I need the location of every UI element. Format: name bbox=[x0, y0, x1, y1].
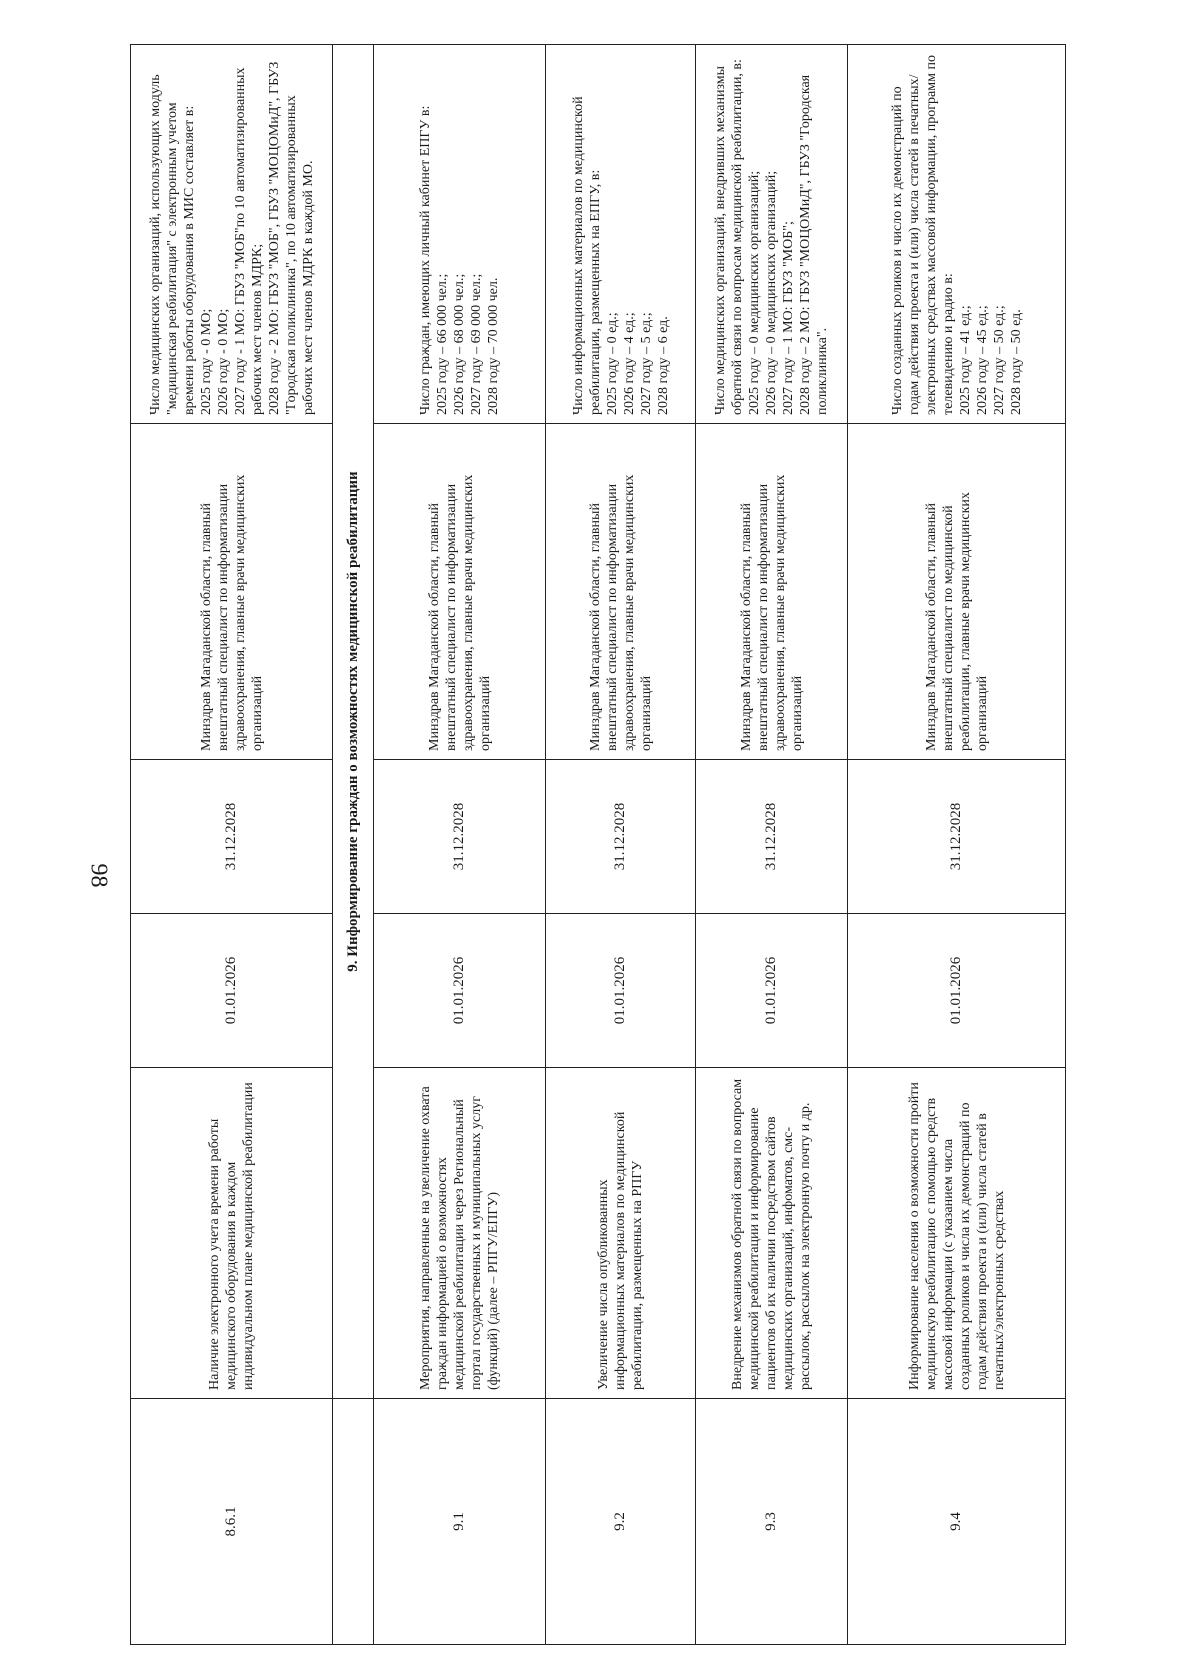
activity-name: Наличие электронного учета времени работы медицинского оборудования в каждом индивидуальном плане медицинской реабилитации bbox=[131, 1068, 333, 1399]
section-title: 9. Информирование граждан о возможностях медицинской реабилитации bbox=[333, 45, 374, 1399]
activity-name: Внедрение механизмов обратной связи по вопросам медицинской реабилитации и информирование пациентов об их наличии посредством сайтов медицинских организаций, инфоматов, смс-рассылок, рассылок на электронную почту и др. bbox=[696, 1068, 848, 1399]
responsible: Минздрав Магаданской области, главный внештатный специалист по информатизации здравоохранения, главные врачи медицинских организаций bbox=[546, 424, 696, 760]
result: Число медицинских организаций, использующих модуль "медицинская реабилитация" с электронным учетом времени работы оборудования в МИС составляет в: 2025 году - 0 МО; 2026 году - 0 МО; 2027 году - 1 МО: ГБУЗ "МОБ"по 10 автоматизированных рабочих мест членов МДРК; 2028 году - 2 МО: ГБУЗ "МОБ", ГБУЗ "МОЦОМиД", ГБУЗ "Городская поликлиника", по 10 автоматизированных рабочих мест членов МДРК в каждой МО. bbox=[131, 45, 333, 424]
page-number: 98 bbox=[85, 863, 112, 888]
activity-name: Мероприятия, направленные на увеличение охвата граждан информацией о возможностях медицинской реабилитации через Региональный портал государственных и муниципальных услуг (функций) (далее – РПГУ/ЕПГУ) bbox=[374, 1068, 546, 1399]
row-number: 9.4 bbox=[848, 1399, 1066, 1645]
start-date: 01.01.2026 bbox=[848, 914, 1066, 1068]
activity-name: Информирование населения о возможности пройти медицинскую реабилитацию с помощью средств массовой информации (с указанием числа созданных роликов и числа их демонстраций по годам действия проекта и (или) числа статей в печатных/электронных средствах bbox=[848, 1068, 1066, 1399]
section-blank-cell bbox=[333, 1399, 374, 1645]
responsible: Минздрав Магаданской области, главный внештатный специалист по медицинской реабилитации, главные врачи медицинских организаций bbox=[848, 424, 1066, 760]
end-date: 31.12.2028 bbox=[131, 760, 333, 914]
row-number: 9.2 bbox=[546, 1399, 696, 1645]
plan-table bbox=[130, 44, 1066, 1645]
row-number: 9.3 bbox=[696, 1399, 848, 1645]
row-number: 8.6.1 bbox=[131, 1399, 333, 1645]
table-row bbox=[131, 45, 333, 1645]
result: Число информационных материалов по медицинской реабилитации, размещенных на ЕПГУ, в: 2025 году – 0 ед.; 2026 году – 4 ед.; 2027 году – 5 ед.; 2028 году – 6 ед. bbox=[546, 45, 696, 424]
activity-name: Увеличение числа опубликованных информационных материалов по медицинской реабилитации, размещенных на РПГУ bbox=[546, 1068, 696, 1399]
start-date: 01.01.2026 bbox=[696, 914, 848, 1068]
table-row bbox=[546, 45, 696, 1645]
section-row bbox=[333, 45, 374, 1645]
table-row bbox=[696, 45, 848, 1645]
result: Число созданных роликов и число их демонстраций по годам действия проекта и (или) числа статей в печатных/электронных средствах массовой информации, программ по телевидению и радио в: 2025 году – 41 ед.; 2026 году – 45 ед.; 2027 году – 50 ед.; 2028 году – 50 ед. bbox=[848, 45, 1066, 424]
responsible: Минздрав Магаданской области, главный внештатный специалист по информатизации здравоохранения, главные врачи медицинских организаций bbox=[374, 424, 546, 760]
responsible: Минздрав Магаданской области, главный внештатный специалист по информатизации здравоохранения, главные врачи медицинских организаций bbox=[696, 424, 848, 760]
start-date: 01.01.2026 bbox=[374, 914, 546, 1068]
table-row bbox=[848, 45, 1066, 1645]
responsible: Минздрав Магаданской области, главный внештатный специалист по информатизации здравоохранения, главные врачи медицинских организаций bbox=[131, 424, 333, 760]
result: Число граждан, имеющих личный кабинет ЕПГУ в: 2025 году – 66 000 чел.; 2026 году – 68 000 чел.; 2027 году – 69 000 чел.; 2028 году – 70 000 чел. bbox=[374, 45, 546, 424]
table-row bbox=[374, 45, 546, 1645]
end-date: 31.12.2028 bbox=[546, 760, 696, 914]
end-date: 31.12.2028 bbox=[696, 760, 848, 914]
end-date: 31.12.2028 bbox=[848, 760, 1066, 914]
start-date: 01.01.2026 bbox=[131, 914, 333, 1068]
start-date: 01.01.2026 bbox=[546, 914, 696, 1068]
rotated-table-container bbox=[130, 45, 1065, 1645]
result: Число медицинских организаций, внедривших механизмы обратной связи по вопросам медицинской реабилитации, в: 2025 году – 0 медицинских организаций; 2026 году – 0 медицинских организаций; 2027 году – 1 МО: ГБУЗ "МОБ"; 2028 году – 2 МО: ГБУЗ "МОЦОМиД", ГБУЗ "Городская поликлиника". bbox=[696, 45, 848, 424]
row-number: 9.1 bbox=[374, 1399, 546, 1645]
end-date: 31.12.2028 bbox=[374, 760, 546, 914]
